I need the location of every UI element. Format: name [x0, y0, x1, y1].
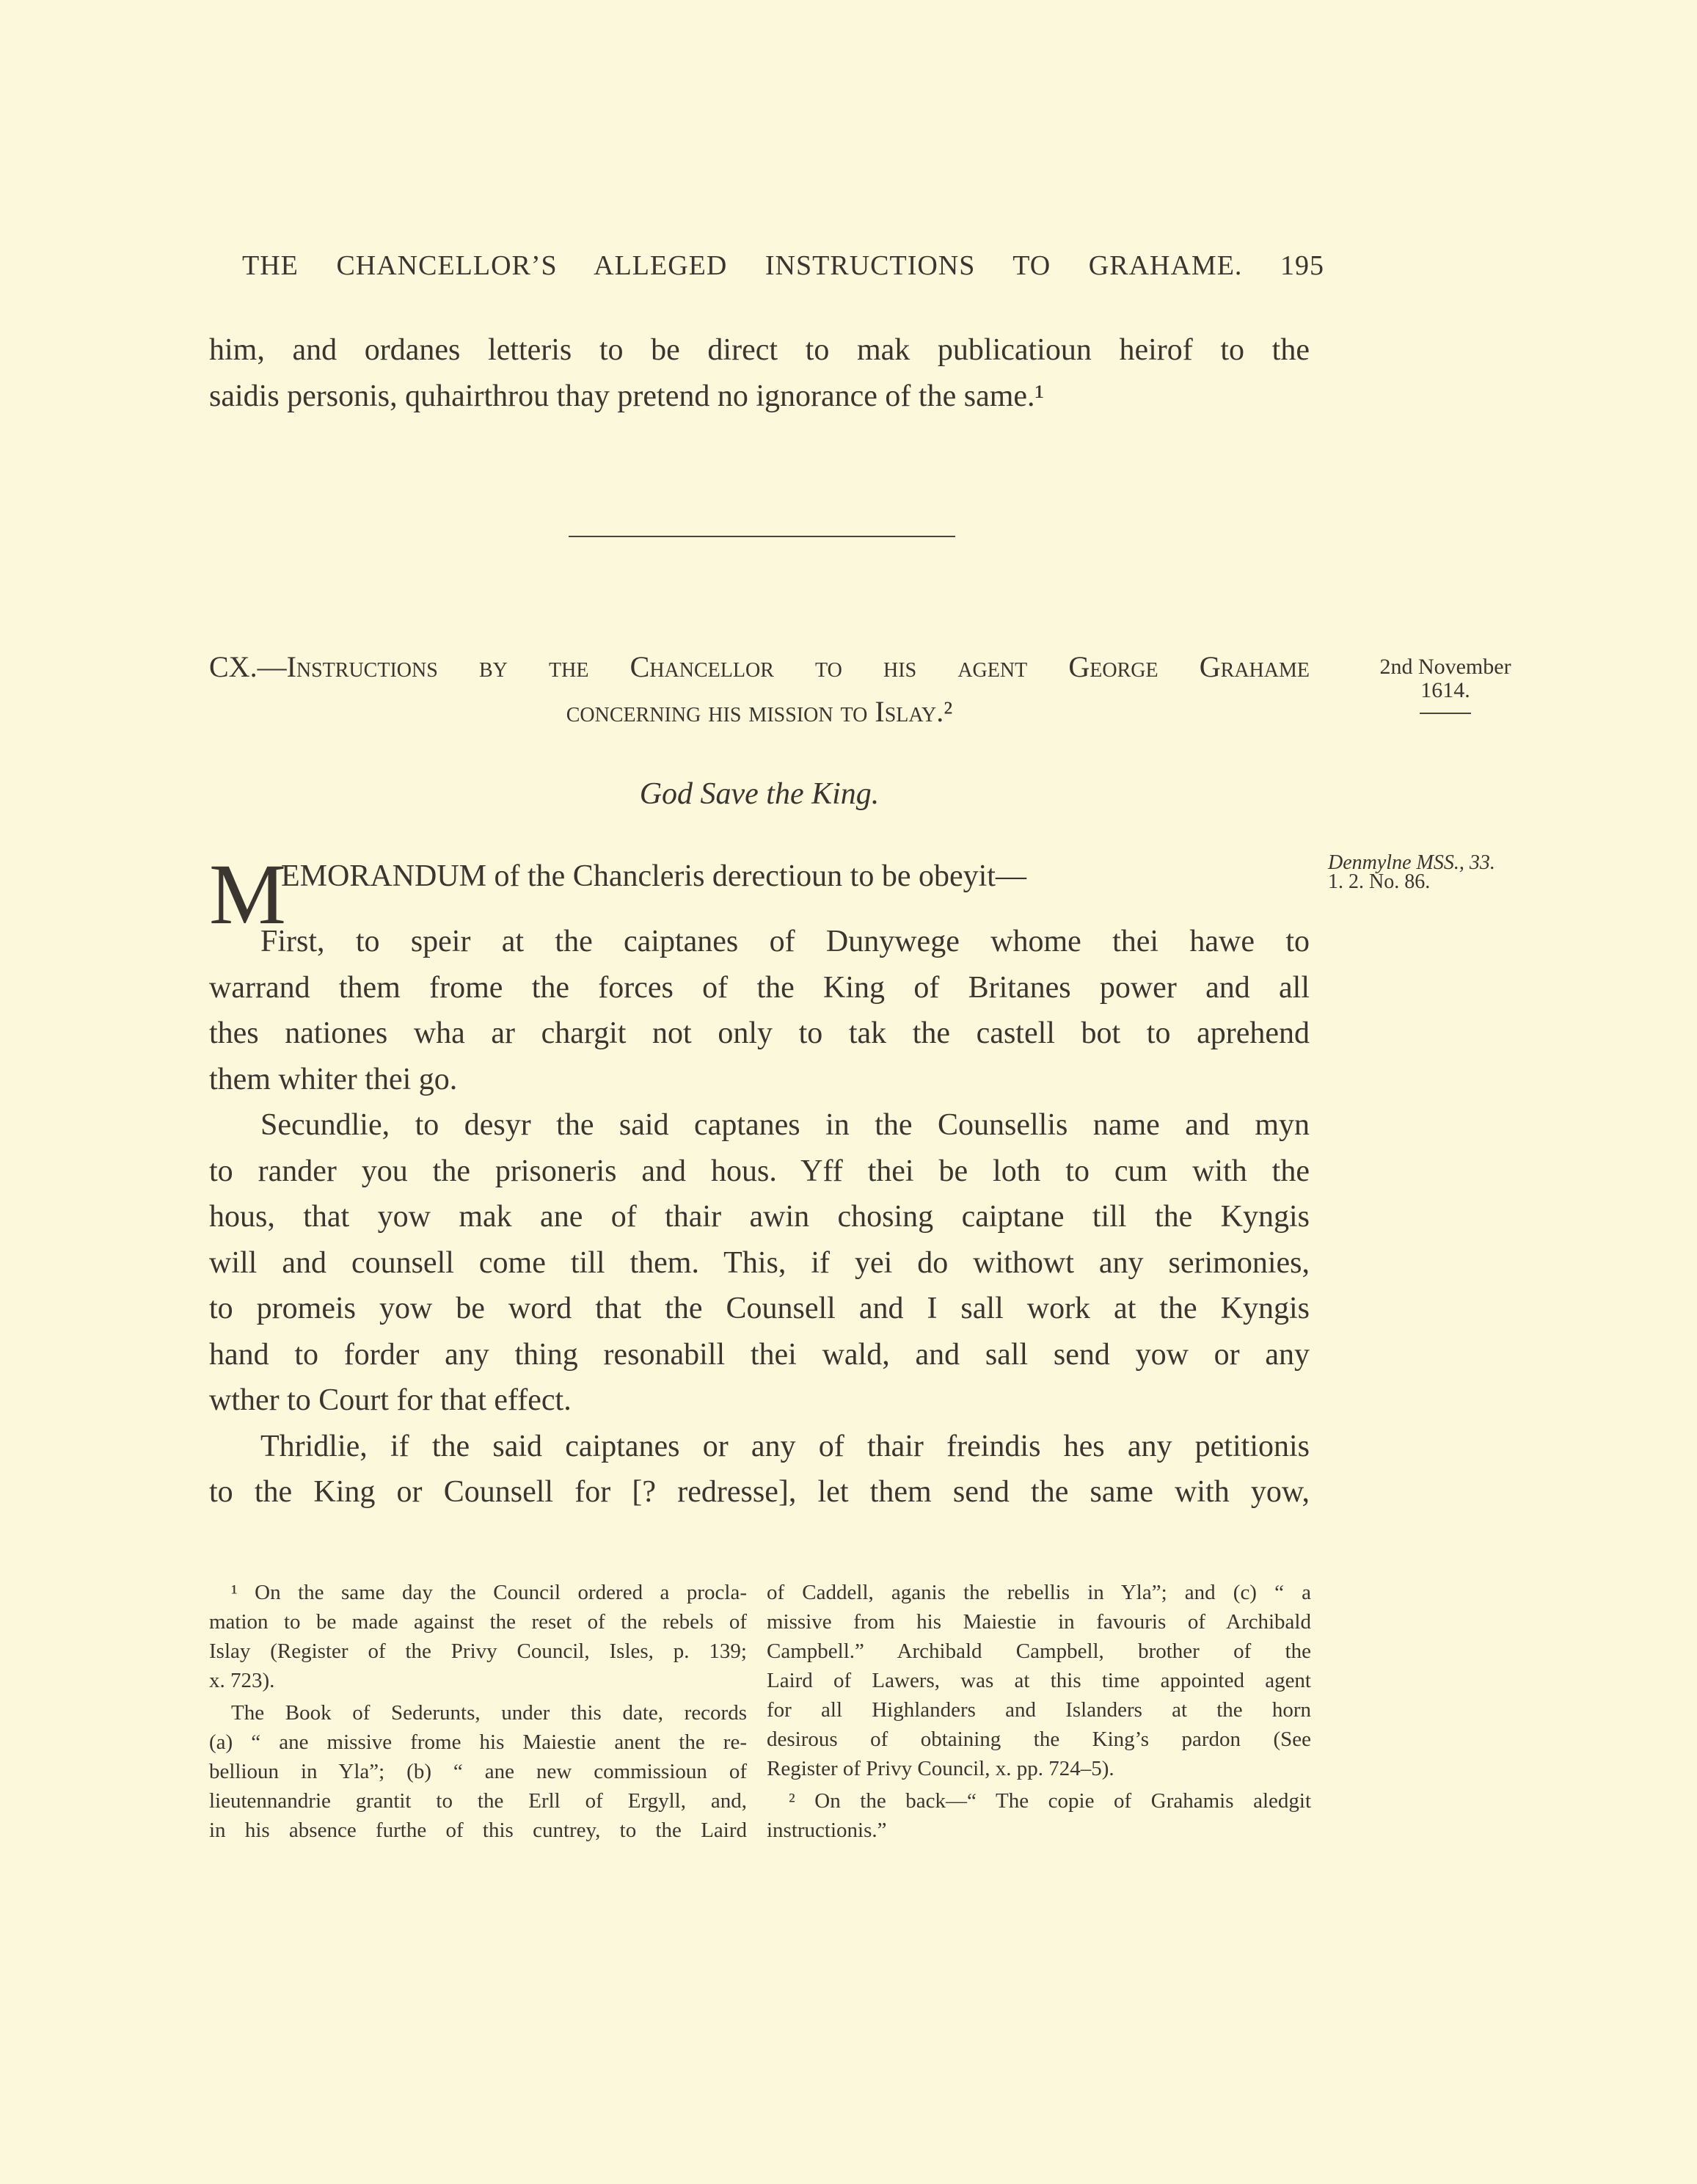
footnote-line: desirous of obtaining the King’s pardon (See — [767, 1728, 1311, 1751]
drop-cap: M — [209, 846, 286, 942]
footnotes-right-column — [767, 1578, 1311, 1845]
continuation-paragraph — [209, 327, 1310, 419]
footnote-line: in his absence furthe of this cuntrey, to the Laird — [209, 1819, 747, 1842]
text-line: First, to speir at the caiptanes of Dunywege whome thei hawe to — [260, 925, 1310, 958]
text-line: him, and ordanes letteris to be direct to mak publicatioun heirof to the — [209, 333, 1310, 367]
memorandum-body — [209, 919, 1310, 1515]
text-line: saidis personis, quhairthrou thay pretend no ignorance of the same.¹ — [209, 379, 1045, 413]
margin-rule — [1420, 713, 1471, 714]
year-text: 1614. — [1420, 678, 1470, 702]
footnote-line: x. 723). — [209, 1669, 275, 1692]
footnote-line: lieutennandrie grantit to the Erll of Ergyll, and, — [209, 1789, 747, 1813]
footnotes-left-column — [209, 1578, 747, 1845]
source-number: 1. 2. No. 86. — [1328, 870, 1431, 893]
heading-line: CX.—Instructions by the Chancellor to his agent George Grahame — [209, 650, 1310, 683]
footnote-line: bellioun in Yla”; (b) “ ane new commissioun of — [209, 1760, 747, 1783]
text-line: warrand them frome the forces of the King of Britanes power and all — [209, 970, 1310, 1005]
heading-line: concerning his mission to Islay.² — [566, 695, 953, 728]
footnote-line: mation to be made against the reset of the rebels of — [209, 1610, 747, 1634]
memorandum-text: EMORANDUM of the Chancleris derectioun to be obeyit— — [281, 859, 1026, 893]
running-head — [242, 250, 1324, 282]
margin-date — [1350, 655, 1541, 714]
margin-source — [1328, 853, 1541, 892]
footnote-line: Islay (Register of the Privy Council, Isles, p. 139; — [209, 1639, 747, 1663]
text-line: them whiter thei go. — [209, 1062, 458, 1096]
footnote-line: ² On the back—“ The copie of Grahamis aledgit — [789, 1789, 1311, 1813]
footnote-line: instructionis.” — [767, 1819, 887, 1842]
text-line: hand to forder any thing resonabill thei wald, and sall send yow or any — [209, 1337, 1310, 1372]
footnote-line: The Book of Sederunts, under this date, records — [231, 1701, 747, 1725]
running-head-title: THE CHANCELLOR’S ALLEGED INSTRUCTIONS TO GRAHAME. — [242, 250, 1243, 281]
text-line: to the King or Counsell for [? redresse], let them send the same with yow, — [209, 1475, 1310, 1509]
footnote-line: Laird of Lawers, was at this time appointed agent — [767, 1669, 1311, 1692]
footnote-line: Register of Privy Council, x. pp. 724–5). — [767, 1757, 1114, 1780]
page-number: 195 — [1280, 250, 1324, 281]
footnote-line: missive from his Maiestie in favouris of Archibald — [767, 1610, 1311, 1634]
salutation: God Save the King. — [639, 777, 880, 811]
text-line: wther to Court for that effect. — [209, 1383, 572, 1417]
text-line: Secundlie, to desyr the said captanes in the Counsellis name and myn — [260, 1108, 1310, 1142]
text-line: thes nationes wha ar chargit not only to tak the castell bot to aprehend — [209, 1016, 1310, 1050]
text-line: Thridlie, if the said caiptanes or any of thair freindis hes any petitionis — [260, 1429, 1310, 1463]
text-line: to rander you the prisoneris and hous. Yff thei be loth to cum with the — [209, 1154, 1310, 1188]
footnote-line: of Caddell, aganis the rebellis in Yla”; and (c) “ a — [767, 1581, 1311, 1604]
footnote-line: Campbell.” Archibald Campbell, brother of the — [767, 1639, 1311, 1663]
footnote-line: for all Highlanders and Islanders at the horn — [767, 1698, 1311, 1722]
text-line: will and counsell come till them. This, if yei do withowt any serimonies, — [209, 1245, 1310, 1280]
source-ref: Denmylne MSS., 33. — [1328, 851, 1495, 874]
footnote-line: ¹ On the same day the Council ordered a procla- — [231, 1581, 747, 1604]
section-divider — [569, 536, 955, 537]
text-line: hous, that yow mak ane of thair awin chosing caiptane till the Kyngis — [209, 1200, 1310, 1234]
text-line: to promeis yow be word that the Counsell and I sall work at the Kyngis — [209, 1292, 1310, 1325]
footnote-line: (a) “ ane missive frome his Maiestie anent the re- — [209, 1730, 747, 1754]
document-heading — [209, 649, 1310, 729]
date-text: 2nd November — [1379, 655, 1511, 679]
